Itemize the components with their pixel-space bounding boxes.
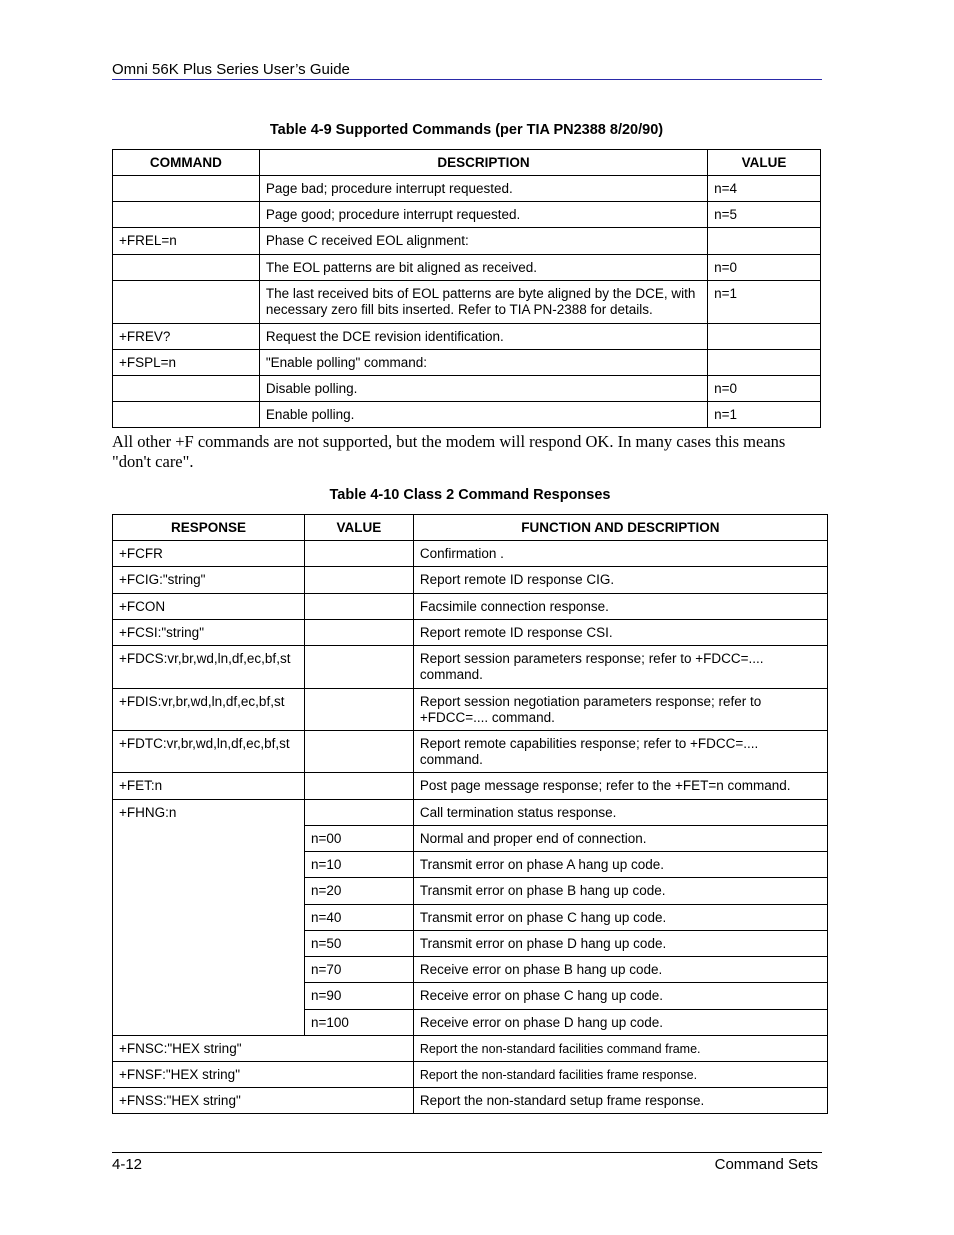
description-cell: Page good; procedure interrupt requested. <box>259 202 707 228</box>
function-cell: Call termination status response. <box>413 800 827 826</box>
table-row <box>113 402 821 428</box>
col-header-response: RESPONSE <box>113 515 305 541</box>
function-cell: Receive error on phase B hang up code. <box>413 957 827 983</box>
table-row <box>113 202 821 228</box>
table-row <box>113 646 828 689</box>
description-cell: Disable polling. <box>259 376 707 402</box>
function-cell: Normal and proper end of connection. <box>413 826 827 852</box>
col-header-function: FUNCTION AND DESCRIPTION <box>413 515 827 541</box>
function-cell: Confirmation . <box>413 541 827 567</box>
command-cell: +FREV? <box>113 324 260 350</box>
table-row <box>113 350 821 376</box>
description-cell: Page bad; procedure interrupt requested. <box>259 176 707 202</box>
value-cell: n=50 <box>304 931 413 957</box>
function-cell: Report remote ID response CSI. <box>413 620 827 646</box>
class2-responses-table <box>112 514 828 1114</box>
response-cell: +FDIS:vr,br,wd,ln,df,ec,bf,st <box>113 689 305 731</box>
command-cell <box>113 202 260 228</box>
value-cell: n=20 <box>304 878 413 905</box>
col-header-description: DESCRIPTION <box>259 150 707 176</box>
col-header-command: COMMAND <box>113 150 260 176</box>
response-cell: +FCSI:"string" <box>113 620 305 646</box>
value-cell <box>304 731 413 773</box>
value-cell <box>708 324 821 350</box>
value-cell: n=90 <box>304 983 413 1010</box>
response-cell: +FCON <box>113 594 305 620</box>
function-cell: Report the non-standard facilities frame response. <box>413 1062 827 1088</box>
function-cell: Report session negotiation parameters response; refer to +FDCC=.... command. <box>413 689 827 731</box>
value-cell <box>304 800 413 826</box>
value-cell: n=5 <box>708 202 821 228</box>
function-cell: Report session parameters response; refer to +FDCC=.... command. <box>413 646 827 689</box>
value-cell: n=0 <box>708 255 821 281</box>
col-header-value: VALUE <box>304 515 413 541</box>
function-cell: Report the non-standard facilities command frame. <box>413 1036 827 1062</box>
command-cell <box>113 255 260 281</box>
value-cell <box>304 620 413 646</box>
value-cell <box>304 541 413 567</box>
page-number: 4-12 <box>112 1156 143 1173</box>
value-cell <box>304 594 413 620</box>
description-cell: "Enable polling" command: <box>259 350 707 376</box>
response-cell: +FNSS:"HEX string" <box>113 1088 414 1114</box>
command-cell: +FREL=n <box>113 228 260 255</box>
footer-rule <box>112 1152 822 1153</box>
command-cell <box>113 176 260 202</box>
description-cell: The last received bits of EOL patterns are byte aligned by the DCE, with necessary zero fill bits inserted. Refer to TIA PN-2388 for details. <box>259 281 707 324</box>
value-cell: n=0 <box>708 376 821 402</box>
response-cell: +FDCS:vr,br,wd,ln,df,ec,bf,st <box>113 646 305 689</box>
function-cell: Post page message response; refer to the +FET=n command. <box>413 773 827 800</box>
value-cell <box>304 646 413 689</box>
value-cell: n=40 <box>304 905 413 931</box>
command-cell: +FSPL=n <box>113 350 260 376</box>
table-row <box>113 594 828 620</box>
table-row <box>113 800 828 826</box>
table-row <box>113 376 821 402</box>
value-cell: n=1 <box>708 402 821 428</box>
table1-header-row <box>113 150 821 176</box>
value-cell: n=10 <box>304 852 413 878</box>
response-cell: +FNSC:"HEX string" <box>113 1036 414 1062</box>
table-row <box>113 281 821 324</box>
function-cell: Transmit error on phase B hang up code. <box>413 878 827 905</box>
table-row <box>113 689 828 731</box>
table2-body <box>113 541 828 1114</box>
table1-body <box>113 176 821 428</box>
table2-header-row <box>113 515 828 541</box>
response-cell: +FHNG:n <box>113 800 305 1036</box>
response-cell: +FCFR <box>113 541 305 567</box>
table-row <box>113 567 828 594</box>
table-row <box>113 324 821 350</box>
description-cell: Request the DCE revision identification. <box>259 324 707 350</box>
table-row <box>113 1036 828 1062</box>
table-row <box>113 731 828 773</box>
table1-caption: Table 4-9 Supported Commands (per TIA PN2388 8/20/90) <box>269 122 664 138</box>
description-cell: Enable polling. <box>259 402 707 428</box>
value-cell: n=00 <box>304 826 413 852</box>
table-row <box>113 773 828 800</box>
table-row <box>113 228 821 255</box>
table-row <box>113 176 821 202</box>
value-cell <box>304 567 413 594</box>
table-row <box>113 1062 828 1088</box>
col-header-value: VALUE <box>708 150 821 176</box>
function-cell: Facsimile connection response. <box>413 594 827 620</box>
value-cell <box>304 689 413 731</box>
function-cell: Report remote ID response CIG. <box>413 567 827 594</box>
function-cell: Report remote capabilities response; refer to +FDCC=.... command. <box>413 731 827 773</box>
description-cell: Phase C received EOL alignment: <box>259 228 707 255</box>
table-row <box>113 541 828 567</box>
function-cell: Transmit error on phase C hang up code. <box>413 905 827 931</box>
value-cell: n=4 <box>708 176 821 202</box>
function-cell: Transmit error on phase A hang up code. <box>413 852 827 878</box>
value-cell <box>304 773 413 800</box>
table-row <box>113 1088 828 1114</box>
value-cell <box>708 350 821 376</box>
response-cell: +FET:n <box>113 773 305 800</box>
description-cell: The EOL patterns are bit aligned as received. <box>259 255 707 281</box>
command-cell <box>113 281 260 324</box>
table2-caption: Table 4-10 Class 2 Command Responses <box>329 487 611 503</box>
table-row <box>113 620 828 646</box>
function-cell: Receive error on phase D hang up code. <box>413 1010 827 1036</box>
value-cell: n=100 <box>304 1010 413 1036</box>
header-rule <box>112 79 822 80</box>
supported-commands-table <box>112 149 821 428</box>
response-cell: +FNSF:"HEX string" <box>113 1062 414 1088</box>
value-cell: n=1 <box>708 281 821 324</box>
value-cell: n=70 <box>304 957 413 983</box>
function-cell: Report the non-standard setup frame response. <box>413 1088 827 1114</box>
function-cell: Receive error on phase C hang up code. <box>413 983 827 1010</box>
running-header: Omni 56K Plus Series User’s Guide <box>112 61 350 78</box>
table-row <box>113 255 821 281</box>
section-name: Command Sets <box>714 1156 818 1173</box>
response-cell: +FDTC:vr,br,wd,ln,df,ec,bf,st <box>113 731 305 773</box>
command-cell <box>113 402 260 428</box>
command-cell <box>113 376 260 402</box>
function-cell: Transmit error on phase D hang up code. <box>413 931 827 957</box>
body-paragraph: All other +F commands are not supported, but the modem will respond OK. In many cases this means "don't care". <box>112 432 786 471</box>
response-cell: +FCIG:"string" <box>113 567 305 594</box>
value-cell <box>708 228 821 255</box>
